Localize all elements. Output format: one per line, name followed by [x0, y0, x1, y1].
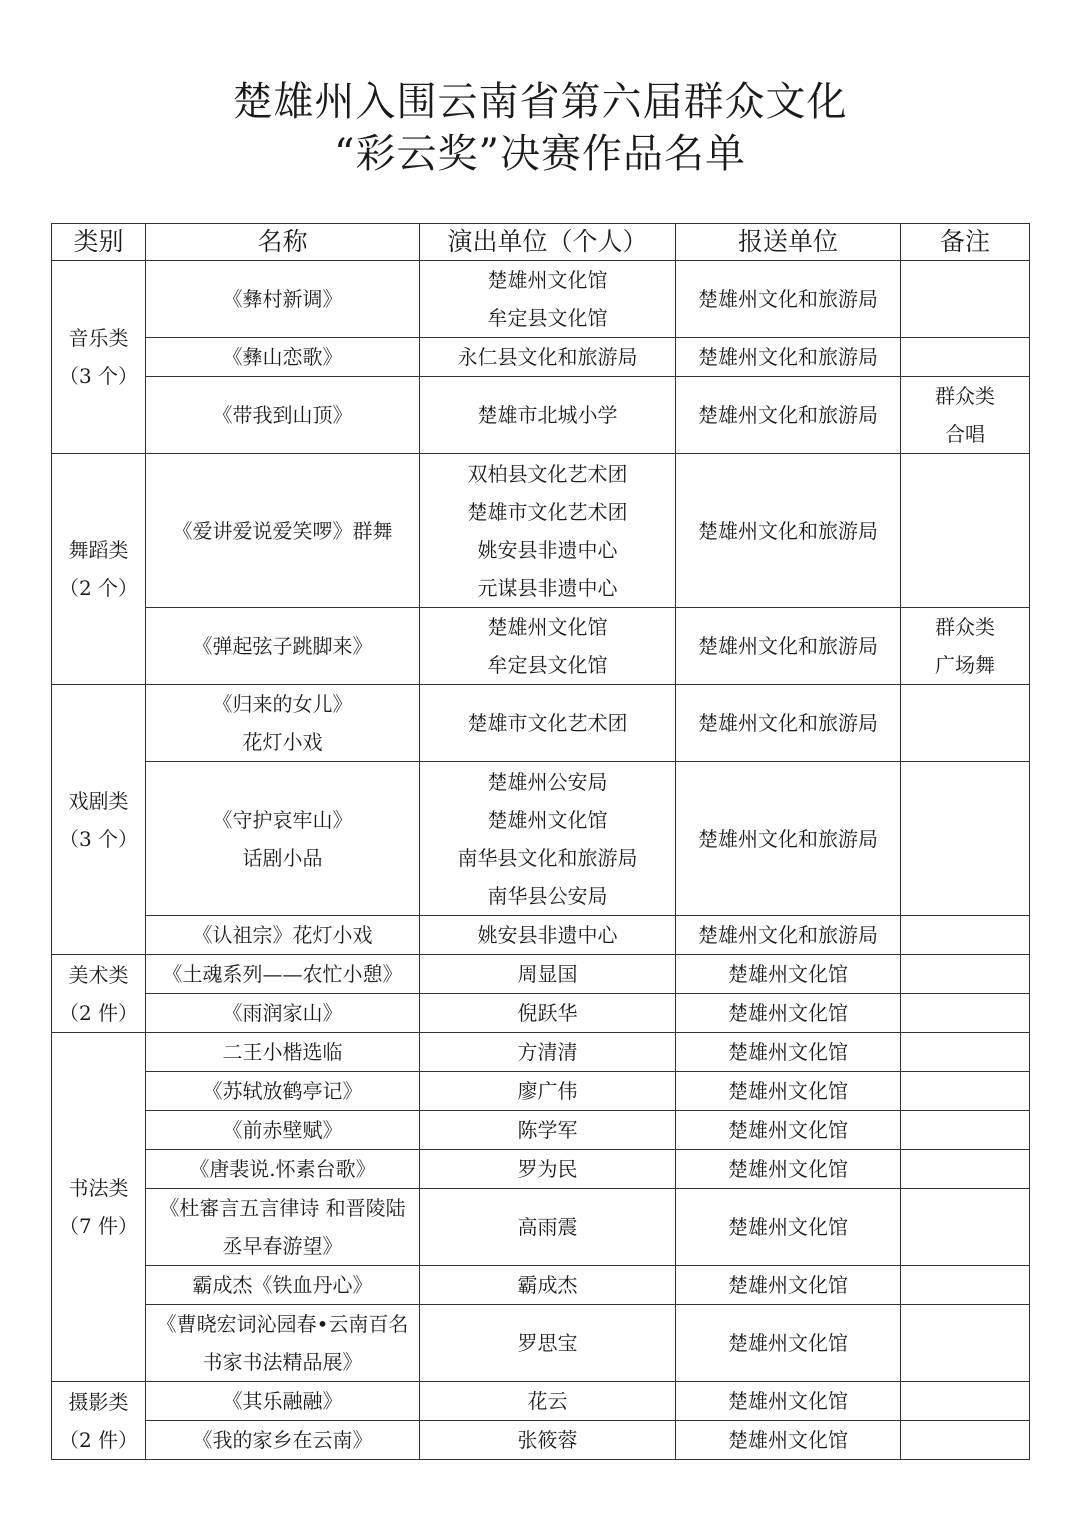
note-cell-line: 广场舞: [935, 653, 995, 677]
performer-cell-line: 楚雄州文化馆: [487, 268, 608, 292]
work-title-cell-line: 花灯小戏: [242, 730, 323, 754]
note-cell-line: 群众类: [935, 615, 995, 639]
work-title-cell-line: 《苏轼放鹤亭记》: [202, 1079, 363, 1103]
header-title: 名称: [146, 224, 420, 261]
performer-cell: [420, 1111, 676, 1150]
table-row: [52, 454, 1030, 608]
performer-cell-line: 倪跃华: [517, 1001, 578, 1025]
work-title-cell: [146, 955, 420, 994]
work-title-cell-line: 书家书法精品展》: [202, 1350, 363, 1374]
category-count: （3 个）: [58, 364, 139, 388]
work-title-cell: [146, 261, 420, 338]
table-row: [52, 1421, 1030, 1460]
table-row: [52, 1305, 1030, 1382]
category-name: 摄影类: [68, 1389, 129, 1414]
category-name: 舞蹈类: [68, 538, 129, 562]
performer-cell: [420, 1266, 676, 1305]
header-note: 备注: [901, 224, 1030, 261]
note-cell: [901, 261, 1030, 338]
note-cell: [901, 377, 1030, 454]
category-cell: [52, 1382, 146, 1460]
performer-cell-line: 楚雄市文化艺术团: [467, 499, 628, 524]
table-row: [52, 377, 1030, 454]
table-row: [52, 1033, 1030, 1072]
category-cell: [52, 685, 146, 955]
category-count: （2 件）: [58, 1000, 139, 1025]
table-row: [52, 1266, 1030, 1305]
work-title-cell-line: 丞早春游望》: [222, 1234, 343, 1258]
performer-cell: [420, 916, 676, 955]
performer-cell: [420, 608, 676, 685]
performer-cell: [420, 1421, 676, 1460]
performer-cell-line: 陈学军: [517, 1118, 578, 1142]
works-table: [51, 223, 1030, 1460]
performer-cell-line: 元谋县非遗中心: [477, 575, 618, 600]
submitter-cell: 楚雄州文化馆: [676, 1189, 901, 1266]
work-title-cell: [146, 454, 420, 608]
submitter-cell: 楚雄州文化馆: [676, 1266, 901, 1305]
note-cell: [901, 338, 1030, 377]
work-title-cell-line: 《雨润家山》: [222, 1001, 343, 1025]
work-title-cell: [146, 685, 420, 762]
document-title-line-2: “彩云奖”决赛作品名单: [334, 131, 746, 177]
performer-cell-line: 楚雄市文化艺术团: [467, 711, 628, 735]
table-row: [52, 1382, 1030, 1421]
performer-cell-line: 南华县文化和旅游局: [457, 845, 638, 870]
header-submitter: 报送单位: [676, 224, 901, 261]
performer-cell: [420, 1072, 676, 1111]
performer-cell-line: 罗思宝: [517, 1331, 578, 1355]
performer-cell: [420, 261, 676, 338]
submitter-cell: 楚雄州文化馆: [676, 1111, 901, 1150]
note-cell: [901, 1189, 1030, 1266]
submitter-cell: 楚雄州文化馆: [676, 1305, 901, 1382]
header-performer: 演出单位（个人）: [420, 224, 676, 261]
document-title-line-1: 楚雄州入围云南省第六届群众文化: [232, 79, 848, 125]
category-count: （2 件）: [58, 1427, 139, 1452]
category-name: 美术类: [68, 962, 129, 987]
work-title-cell-line: 《唐裴说.怀素台歌》: [189, 1157, 376, 1181]
category-cell: [52, 261, 146, 454]
table-row: [52, 608, 1030, 685]
work-title-cell-line: 《其乐融融》: [222, 1389, 343, 1413]
note-cell: [901, 1305, 1030, 1382]
submitter-cell: 楚雄州文化和旅游局: [676, 338, 901, 377]
work-title-cell-line: 《彝山恋歌》: [222, 345, 343, 369]
table-header-row: [52, 224, 1030, 261]
work-title-cell-line: 《我的家乡在云南》: [192, 1428, 373, 1452]
note-cell: [901, 1421, 1030, 1460]
table-row: [52, 994, 1030, 1033]
performer-cell: [420, 762, 676, 916]
submitter-cell: 楚雄州文化馆: [676, 1033, 901, 1072]
submitter-cell: 楚雄州文化和旅游局: [676, 685, 901, 762]
performer-cell-line: 楚雄州公安局: [487, 769, 608, 794]
work-title-cell: [146, 1189, 420, 1266]
performer-cell-line: 霸成杰: [517, 1273, 578, 1297]
work-title-cell: [146, 1111, 420, 1150]
work-title-cell-line: 《彝村新调》: [222, 287, 343, 311]
work-title-cell-line: 《曹晓宏词沁园春•云南百名: [156, 1312, 409, 1336]
table-row: [52, 1189, 1030, 1266]
table-row: [52, 955, 1030, 994]
performer-cell: [420, 377, 676, 454]
category-name: 书法类: [68, 1176, 129, 1200]
performer-cell: [420, 338, 676, 377]
note-cell: [901, 1150, 1030, 1189]
table-row: [52, 1111, 1030, 1150]
work-title-cell: [146, 916, 420, 955]
category-count: （2 个）: [58, 576, 139, 600]
category-cell: [52, 1033, 146, 1382]
performer-cell-line: 牟定县文化馆: [487, 306, 608, 330]
work-title-cell: [146, 608, 420, 685]
submitter-cell: 楚雄州文化和旅游局: [676, 608, 901, 685]
work-title-cell-line: 二王小楷选临: [222, 1040, 343, 1064]
table-row: [52, 916, 1030, 955]
work-title-cell: [146, 377, 420, 454]
performer-cell-line: 楚雄州文化馆: [487, 615, 608, 639]
performer-cell: [420, 1382, 676, 1421]
performer-cell: [420, 955, 676, 994]
performer-cell-line: 楚雄州文化馆: [487, 807, 608, 832]
category-cell: [52, 955, 146, 1033]
performer-cell-line: 楚雄市北城小学: [477, 403, 618, 427]
performer-cell: [420, 1033, 676, 1072]
performer-cell-line: 花云: [527, 1389, 568, 1413]
performer-cell-line: 姚安县非遗中心: [477, 923, 618, 947]
performer-cell: [420, 1305, 676, 1382]
note-cell: [901, 1072, 1030, 1111]
category-cell: [52, 454, 146, 685]
note-cell-line: 合唱: [945, 422, 985, 446]
work-title-cell: [146, 1033, 420, 1072]
table-row: [52, 1072, 1030, 1111]
submitter-cell: 楚雄州文化馆: [676, 1421, 901, 1460]
note-cell: [901, 955, 1030, 994]
performer-cell: [420, 994, 676, 1033]
work-title-cell: [146, 1266, 420, 1305]
work-title-cell-line: 《守护哀牢山》: [212, 807, 353, 832]
submitter-cell: 楚雄州文化馆: [676, 994, 901, 1033]
performer-cell-line: 双柏县文化艺术团: [467, 461, 628, 486]
work-title-cell: [146, 1382, 420, 1421]
note-cell: [901, 685, 1030, 762]
work-title-cell: [146, 338, 420, 377]
work-title-cell-line: 《杜審言五言律诗 和晋陵陆: [159, 1196, 406, 1220]
category-name: 音乐类: [68, 326, 129, 350]
category-name: 戏剧类: [68, 788, 129, 813]
note-cell: [901, 1266, 1030, 1305]
header-category: 类别: [52, 224, 146, 261]
work-title-cell-line: 《弹起弦子跳脚来》: [192, 634, 373, 658]
table-body: [52, 261, 1030, 1460]
performer-cell-line: 姚安县非遗中心: [477, 537, 618, 562]
work-title-cell-line: 《爱讲爱说爱笑啰》群舞: [172, 518, 393, 543]
note-cell: [901, 608, 1030, 685]
performer-cell-line: 南华县公安局: [487, 883, 608, 908]
work-title-cell: [146, 1072, 420, 1111]
performer-cell: [420, 685, 676, 762]
submitter-cell: 楚雄州文化馆: [676, 1150, 901, 1189]
submitter-cell: 楚雄州文化和旅游局: [676, 454, 901, 608]
submitter-cell: 楚雄州文化和旅游局: [676, 762, 901, 916]
performer-cell-line: 周显国: [517, 962, 578, 986]
work-title-cell: [146, 1150, 420, 1189]
note-cell: [901, 1111, 1030, 1150]
note-cell: [901, 994, 1030, 1033]
submitter-cell: 楚雄州文化馆: [676, 1072, 901, 1111]
note-cell: [901, 762, 1030, 916]
table-row: [52, 762, 1030, 916]
performer-cell-line: 罗为民: [517, 1157, 578, 1181]
performer-cell-line: 高雨震: [517, 1215, 578, 1239]
performer-cell-line: 永仁县文化和旅游局: [457, 345, 638, 369]
performer-cell-line: 牟定县文化馆: [487, 653, 608, 677]
work-title-cell: [146, 762, 420, 916]
performer-cell-line: 张筱蓉: [517, 1428, 578, 1452]
submitter-cell: 楚雄州文化和旅游局: [676, 916, 901, 955]
performer-cell: [420, 1189, 676, 1266]
submitter-cell: 楚雄州文化和旅游局: [676, 261, 901, 338]
table-row: [52, 685, 1030, 762]
table-row: [52, 338, 1030, 377]
performer-cell-line: 方清清: [517, 1040, 578, 1064]
table-row: [52, 1150, 1030, 1189]
category-count: （7 件）: [58, 1214, 139, 1238]
work-title-cell-line: 《认祖宗》花灯小戏: [192, 923, 373, 947]
submitter-cell: 楚雄州文化和旅游局: [676, 377, 901, 454]
work-title-cell: [146, 1305, 420, 1382]
work-title-cell-line: 话剧小品: [242, 845, 323, 870]
work-title-cell-line: 《归来的女儿》: [212, 692, 353, 716]
note-cell: [901, 1033, 1030, 1072]
performer-cell-line: 廖广伟: [517, 1079, 578, 1103]
work-title-cell-line: 霸成杰《铁血丹心》: [192, 1273, 373, 1297]
work-title-cell-line: 《前赤壁赋》: [222, 1118, 343, 1142]
submitter-cell: 楚雄州文化馆: [676, 1382, 901, 1421]
category-count: （3 个）: [58, 826, 139, 851]
note-cell: [901, 916, 1030, 955]
work-title-cell: [146, 994, 420, 1033]
work-title-cell-line: 《土魂系列——农忙小憩》: [162, 962, 403, 986]
submitter-cell: 楚雄州文化馆: [676, 955, 901, 994]
work-title-cell-line: 《带我到山顶》: [212, 403, 353, 427]
performer-cell: [420, 454, 676, 608]
note-cell: [901, 1382, 1030, 1421]
table-row: [52, 261, 1030, 338]
note-cell-line: 群众类: [935, 384, 995, 408]
performer-cell: [420, 1150, 676, 1189]
work-title-cell: [146, 1421, 420, 1460]
note-cell: [901, 454, 1030, 608]
